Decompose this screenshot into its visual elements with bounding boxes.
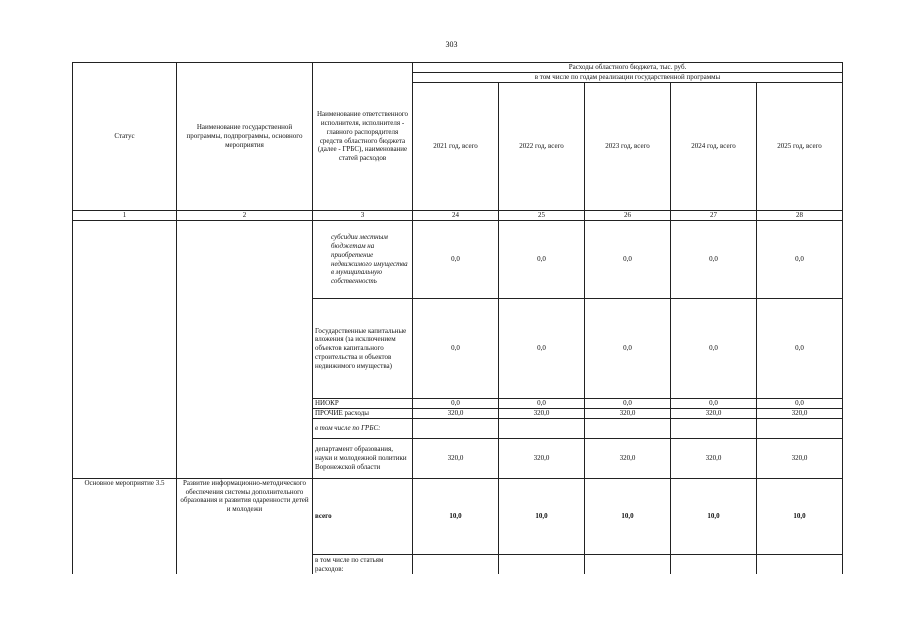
col-number: 26 (585, 211, 671, 221)
header-status: Статус (73, 63, 177, 211)
value-cell: 320,0 (671, 408, 757, 418)
value-cell: 320,0 (757, 408, 843, 418)
col-number: 27 (671, 211, 757, 221)
value-cell: 320,0 (671, 438, 757, 478)
value-cell: 0,0 (413, 299, 499, 399)
value-cell: 0,0 (413, 221, 499, 299)
value-cell (413, 418, 499, 438)
value-cell (757, 554, 843, 574)
value-cell (585, 554, 671, 574)
value-cell: 320,0 (413, 438, 499, 478)
value-cell: 0,0 (499, 399, 585, 409)
value-cell: 0,0 (585, 399, 671, 409)
table-row (73, 221, 843, 299)
value-cell (671, 554, 757, 574)
row-label: в том числе по статьям расходов: (313, 554, 413, 574)
value-cell (585, 418, 671, 438)
page-number: 303 (445, 40, 458, 49)
column-numbers-row (73, 211, 843, 221)
header-expenses-title: Расходы областного бюджета, тыс. руб. (413, 63, 843, 73)
row-label: всего (313, 478, 413, 554)
value-cell: 320,0 (757, 438, 843, 478)
header-year-2025: 2025 год, всего (757, 83, 843, 211)
row-label: НИОКР (313, 399, 413, 409)
row-label: в том числе по ГРБС: (313, 418, 413, 438)
row-label: Государственные капитальные вложения (за исключением объектов капитального строительства и объектов недвижимого имущества) (313, 299, 413, 399)
col-number: 3 (313, 211, 413, 221)
header-by-years: в том числе по годам реализации государственной программы (413, 73, 843, 83)
value-cell (499, 418, 585, 438)
value-cell: 10,0 (757, 478, 843, 554)
header-year-2024: 2024 год, всего (671, 83, 757, 211)
value-cell: 0,0 (499, 299, 585, 399)
value-cell: 0,0 (585, 299, 671, 399)
col-number: 1 (73, 211, 177, 221)
col-number: 24 (413, 211, 499, 221)
col-number: 25 (499, 211, 585, 221)
budget-table (72, 62, 843, 574)
row-label: субсидии местным бюджетам на приобретение недвижимого имущества в муниципальную собственность (313, 221, 413, 299)
value-cell: 0,0 (585, 221, 671, 299)
value-cell: 320,0 (413, 408, 499, 418)
header-year-2021: 2021 год, всего (413, 83, 499, 211)
value-cell: 0,0 (757, 399, 843, 409)
header-year-2023: 2023 год, всего (585, 83, 671, 211)
value-cell (499, 554, 585, 574)
status-cell: Основное мероприятие 3.5 (73, 478, 177, 574)
value-cell: 10,0 (413, 478, 499, 554)
value-cell: 10,0 (499, 478, 585, 554)
value-cell: 320,0 (499, 438, 585, 478)
value-cell: 0,0 (671, 221, 757, 299)
value-cell: 320,0 (585, 408, 671, 418)
value-cell (413, 554, 499, 574)
header-program-name: Наименование государственной программы, подпрограммы, основного мероприятия (177, 63, 313, 211)
table-row (73, 478, 843, 554)
col-number: 2 (177, 211, 313, 221)
value-cell: 320,0 (585, 438, 671, 478)
value-cell: 0,0 (499, 221, 585, 299)
value-cell: 320,0 (499, 408, 585, 418)
status-cell (73, 221, 177, 479)
row-label: ПРОЧИЕ расходы (313, 408, 413, 418)
program-name-cell (177, 221, 313, 479)
value-cell: 0,0 (671, 299, 757, 399)
value-cell: 0,0 (757, 299, 843, 399)
header-year-2022: 2022 год, всего (499, 83, 585, 211)
header-executor: Наименование ответственного исполнителя, исполнителя - главного распорядителя средств областного бюджета (далее - ГРБС), наименование статей расходов (313, 63, 413, 211)
value-cell: 10,0 (671, 478, 757, 554)
value-cell (671, 418, 757, 438)
value-cell: 0,0 (757, 221, 843, 299)
value-cell: 0,0 (671, 399, 757, 409)
value-cell: 10,0 (585, 478, 671, 554)
value-cell (757, 418, 843, 438)
program-name-cell: Развитие информационно-методического обеспечения системы дополнительного образования и развития одаренности детей и молодежи (177, 478, 313, 574)
row-label: департамент образования, науки и молодежной политики Воронежской области (313, 438, 413, 478)
col-number: 28 (757, 211, 843, 221)
value-cell: 0,0 (413, 399, 499, 409)
